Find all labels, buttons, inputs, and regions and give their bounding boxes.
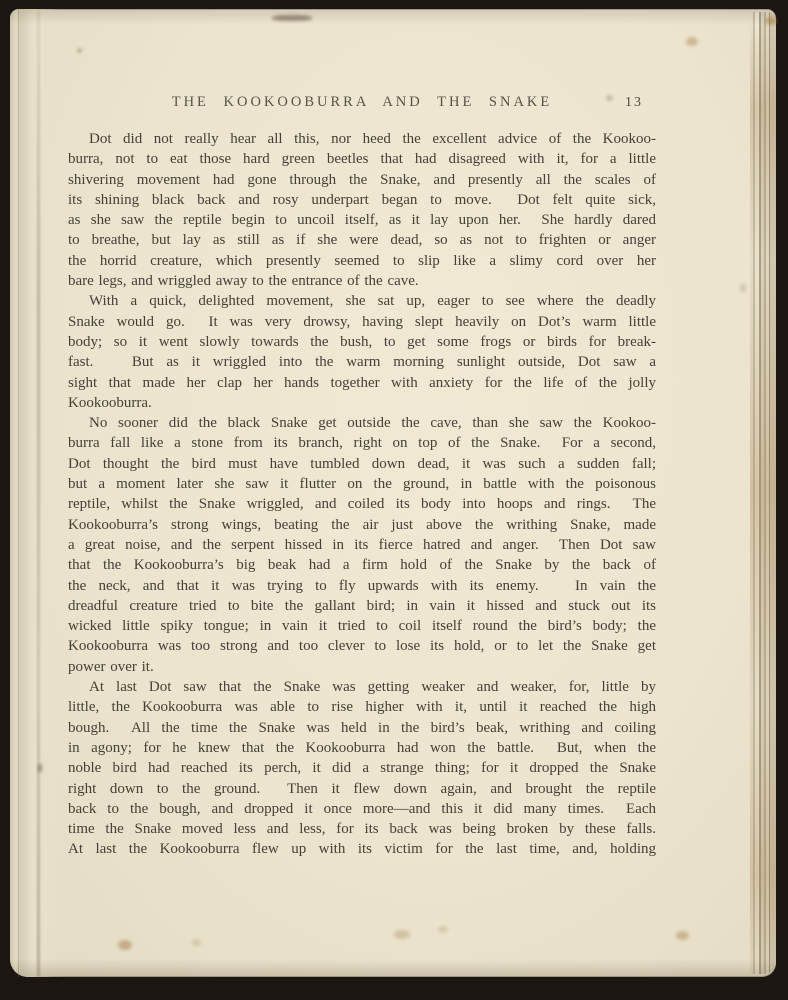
text-line: burra, not to eat those hard green beetles that had disagreed with it, for a little: [68, 151, 656, 168]
foxing-stain: [77, 48, 82, 53]
foxing-stain: [765, 17, 777, 25]
text-line: Kookooburra.: [68, 394, 152, 411]
text-line: its shining black back and rosy underpart began to move. Dot felt quite sick,: [68, 191, 656, 208]
text-line: Dot did not really hear all this, nor heed the excellent advice of the Kookoo-: [89, 131, 656, 147]
text-line: Kookooburra was too strong and too clever to lose its hold, or to let the Snake get: [68, 638, 656, 655]
page-bottom-shadow: [10, 959, 776, 977]
foxing-stain: [192, 939, 201, 946]
running-head: [68, 94, 656, 112]
text-line: the neck, and that it was trying to fly upwards with its enemy. In vain the: [68, 577, 656, 594]
text-line: With a quick, delighted movement, she sat up, eager to see where the deadly: [89, 293, 656, 310]
text-line: bough. All the time the Snake was held in the bird’s beak, writhing and coiling: [68, 719, 656, 736]
text-line: bare legs, and wriggled away to the entrance of the cave.: [68, 273, 419, 290]
book-page: [10, 9, 776, 977]
foxing-stain: [686, 37, 698, 46]
text-line: but a moment later she saw it flutter on the ground, in battle with the poisonous: [68, 476, 656, 493]
text-line: time the Snake moved less and less, for its back was being broken by these falls.: [68, 821, 656, 838]
text-line: At last Dot saw that the Snake was getting weaker and weaker, for, little by: [89, 679, 656, 696]
text-line: dreadful creature tried to bite the gallant bird; in vain it hissed and stuck out its: [68, 597, 656, 614]
text-line: At last the Kookooburra flew up with its victim for the last time, and, holding: [68, 841, 656, 858]
fore-edge-page-stack: [750, 12, 776, 974]
paragraph: [68, 129, 656, 291]
text-line: Snake would go. It was very drowsy, having slept heavily on Dot’s warm little: [68, 313, 656, 330]
text-line: that the Kookooburra’s big beak had a firm hold of the Snake by the back of: [68, 557, 656, 574]
text-line: sight that made her clap her hands together with anxiety for the life of the jolly: [68, 374, 656, 391]
paragraph: [68, 291, 656, 413]
foxing-stain: [438, 926, 448, 933]
text-line: Kookooburra’s strong wings, beating the air just above the writhing Snake, made: [68, 516, 656, 533]
text-line: little, the Kookooburra was able to rise higher with it, until it reached the high: [68, 699, 656, 716]
foxing-stain: [394, 930, 410, 939]
text-line: noble bird had reached its perch, it did a strange thing; for it dropped the Snake: [68, 760, 656, 777]
text-line: in agony; for he knew that the Kookooburra had won the battle. But, when the: [68, 739, 656, 756]
text-line: right down to the ground. Then it flew down again, and brought the reptile: [68, 780, 656, 797]
ink-speck: [38, 764, 42, 772]
text-line: reptile, whilst the Snake wriggled, and coiled its body into hoops and rings. The: [68, 496, 656, 513]
text-line: No sooner did the black Snake get outside the cave, than she saw the Kookoo-: [89, 415, 656, 432]
paragraph: [68, 413, 656, 677]
paragraph: [68, 677, 656, 860]
foxing-stain: [272, 15, 312, 21]
body-text: [68, 129, 656, 860]
page-number: 13: [625, 95, 643, 110]
text-line: to breathe, but lay as still as if she were dead, so as not to frighten or anger: [68, 232, 656, 249]
text-line: body; so it went slowly towards the bush, to get some frogs or birds for break-: [68, 333, 656, 350]
text-line: fast. But as it wriggled into the warm morning sunlight outside, Dot saw a: [68, 354, 656, 371]
text-line: shivering movement had gone through the Snake, and presently all the scales of: [68, 171, 656, 188]
text-line: as she saw the reptile begin to uncoil itself, as it lay upon her. She hardly dared: [68, 212, 656, 229]
chapter-title: THE KOOKOOBURRA AND THE SNAKE: [171, 94, 553, 110]
binding-gutter-shading: [10, 9, 62, 977]
page-top-shadow: [10, 9, 776, 25]
foxing-stain: [676, 931, 689, 940]
text-line: burra fall like a stone from its branch, right on top of the Snake. For a second,: [68, 435, 656, 452]
foxing-stain: [118, 940, 132, 950]
text-line: back to the bough, and dropped it once more—and this it did many times. Each: [68, 800, 656, 817]
text-line: Dot thought the bird must have tumbled down dead, it was such a sudden fall;: [68, 455, 656, 472]
text-line: power over it.: [68, 658, 154, 675]
text-line: a great noise, and the serpent hissed in its fierce hatred and anger. Then Dot saw: [68, 536, 656, 553]
text-line: wicked little spiky tongue; in vain it tried to coil itself round the bird’s body; the: [68, 618, 656, 635]
left-page-edge-line: [18, 9, 19, 977]
foxing-stain: [740, 283, 746, 293]
text-line: the horrid creature, which presently seemed to slip like a slimy cord over her: [68, 252, 656, 269]
gutter-crease: [37, 9, 40, 977]
